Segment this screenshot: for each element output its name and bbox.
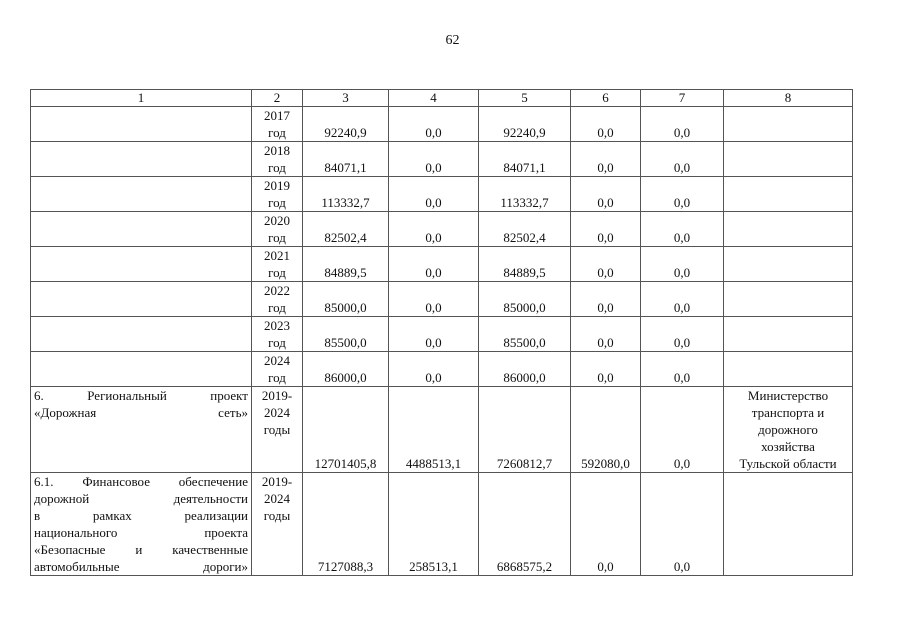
value-cell: 6868575,2 [479, 473, 571, 576]
project-name [31, 387, 252, 473]
year-cell: 2021 год [252, 247, 303, 282]
table-row [31, 142, 853, 177]
value-cell: 0,0 [641, 142, 724, 177]
name-line: автомобильные дороги» [34, 559, 248, 574]
value-cell: 0,0 [389, 247, 479, 282]
value-cell: 85500,0 [303, 317, 389, 352]
value-cell: 82502,4 [303, 212, 389, 247]
value-cell: 0,0 [571, 282, 641, 317]
project-row [31, 387, 853, 473]
name-line: 6. Региональный проект [34, 388, 248, 403]
name-line: 6.1. Финансовое обеспечение [34, 474, 248, 489]
table-row [31, 282, 853, 317]
table-header-row [31, 90, 853, 107]
financing-table [30, 89, 853, 576]
name-cell [31, 107, 252, 142]
value-cell: 84889,5 [303, 247, 389, 282]
value-cell: 258513,1 [389, 473, 479, 576]
year-cell: 2024 год [252, 352, 303, 387]
value-cell: 0,0 [389, 212, 479, 247]
value-cell: 7260812,7 [479, 387, 571, 473]
executor-cell: Министерство транспорта и дорожного хозяйства Тульской области [724, 387, 853, 473]
value-cell: 86000,0 [479, 352, 571, 387]
year-cell: 2017 год [252, 107, 303, 142]
value-cell: 0,0 [641, 177, 724, 212]
value-cell: 0,0 [641, 473, 724, 576]
name-cell [31, 212, 252, 247]
value-cell: 0,0 [389, 317, 479, 352]
header-cell: 7 [641, 90, 724, 107]
executor-cell [724, 212, 853, 247]
year-cell: 2018 год [252, 142, 303, 177]
year-cell: 2022 год [252, 282, 303, 317]
value-cell: 92240,9 [303, 107, 389, 142]
header-cell: 6 [571, 90, 641, 107]
name-line: национального проекта [34, 525, 248, 540]
table-row [31, 352, 853, 387]
name-cell [31, 177, 252, 212]
executor-cell [724, 473, 853, 576]
value-cell: 0,0 [571, 247, 641, 282]
value-cell: 0,0 [571, 212, 641, 247]
executor-cell [724, 282, 853, 317]
value-cell: 113332,7 [303, 177, 389, 212]
year-cell: 2019 год [252, 177, 303, 212]
value-cell: 12701405,8 [303, 387, 389, 473]
value-cell: 0,0 [641, 247, 724, 282]
value-cell: 0,0 [571, 142, 641, 177]
value-cell: 84889,5 [479, 247, 571, 282]
value-cell: 0,0 [641, 352, 724, 387]
page-number: 62 [445, 33, 460, 48]
value-cell: 0,0 [641, 317, 724, 352]
value-cell: 0,0 [641, 107, 724, 142]
period-cell: 2019- 2024 годы [252, 387, 303, 473]
value-cell: 0,0 [571, 107, 641, 142]
value-cell: 0,0 [641, 212, 724, 247]
value-cell: 85500,0 [479, 317, 571, 352]
table-row [31, 107, 853, 142]
name-line: в рамках реализации [34, 508, 248, 523]
value-cell: 85000,0 [479, 282, 571, 317]
header-cell: 1 [31, 90, 252, 107]
table-row [31, 317, 853, 352]
value-cell: 0,0 [389, 352, 479, 387]
value-cell: 0,0 [571, 352, 641, 387]
name-line: «Дорожная сеть» [34, 405, 248, 420]
period-cell: 2019- 2024 годы [252, 473, 303, 576]
year-cell: 2023 год [252, 317, 303, 352]
name-cell [31, 282, 252, 317]
header-cell: 5 [479, 90, 571, 107]
value-cell: 0,0 [389, 142, 479, 177]
value-cell: 82502,4 [479, 212, 571, 247]
table-row [31, 212, 853, 247]
value-cell: 84071,1 [479, 142, 571, 177]
header-cell: 3 [303, 90, 389, 107]
value-cell: 86000,0 [303, 352, 389, 387]
name-cell [31, 352, 252, 387]
executor-cell [724, 352, 853, 387]
subproject-row [31, 473, 853, 576]
value-cell: 0,0 [389, 107, 479, 142]
executor-cell [724, 317, 853, 352]
executor-cell [724, 107, 853, 142]
name-line: «Безопасные и качественные [34, 542, 248, 557]
value-cell: 92240,9 [479, 107, 571, 142]
header-cell: 8 [724, 90, 853, 107]
value-cell: 0,0 [571, 177, 641, 212]
value-cell: 592080,0 [571, 387, 641, 473]
value-cell: 4488513,1 [389, 387, 479, 473]
value-cell: 0,0 [571, 473, 641, 576]
table-row [31, 247, 853, 282]
value-cell: 0,0 [641, 387, 724, 473]
value-cell: 7127088,3 [303, 473, 389, 576]
name-line: дорожной деятельности [34, 491, 248, 506]
year-cell: 2020 год [252, 212, 303, 247]
header-cell: 2 [252, 90, 303, 107]
value-cell: 84071,1 [303, 142, 389, 177]
value-cell: 0,0 [389, 177, 479, 212]
value-cell: 85000,0 [303, 282, 389, 317]
name-cell [31, 247, 252, 282]
value-cell: 113332,7 [479, 177, 571, 212]
name-cell [31, 317, 252, 352]
value-cell: 0,0 [389, 282, 479, 317]
executor-cell [724, 177, 853, 212]
header-cell: 4 [389, 90, 479, 107]
executor-cell [724, 247, 853, 282]
table-row [31, 177, 853, 212]
subproject-name [31, 473, 252, 576]
value-cell: 0,0 [571, 317, 641, 352]
value-cell: 0,0 [641, 282, 724, 317]
executor-cell [724, 142, 853, 177]
name-cell [31, 142, 252, 177]
